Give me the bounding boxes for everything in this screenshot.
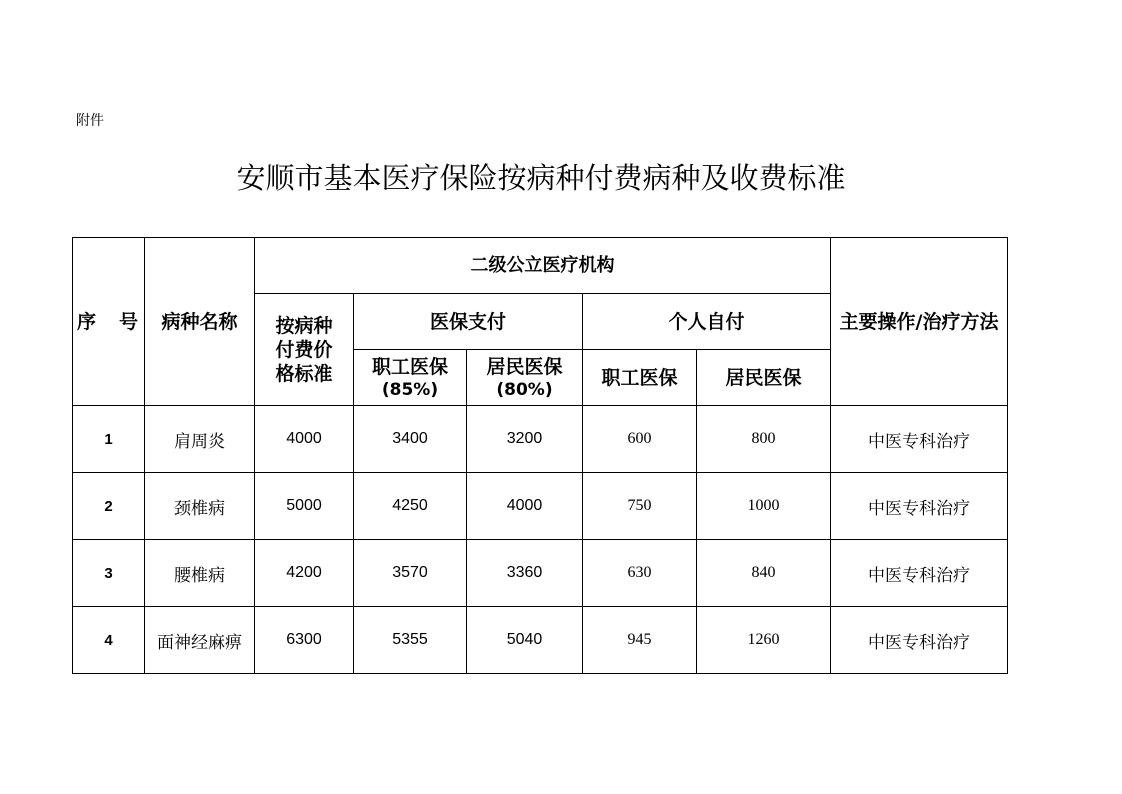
- cell-disease-name: 腰椎病: [145, 540, 255, 607]
- cell-disease-name: 面神经麻痹: [145, 607, 255, 674]
- cell-ins-employee: 3400: [354, 406, 467, 473]
- header-resident-ratio: (80%): [496, 379, 553, 400]
- cell-self-resident: 1260: [697, 607, 831, 674]
- header-seq-char1: 序: [77, 310, 97, 333]
- cell-self-employee: 750: [583, 473, 697, 540]
- header-employee-insurance-label: 职工医保: [371, 355, 448, 378]
- header-main-method: 主要操作/治疗方法: [831, 238, 1008, 406]
- header-seq-char2: 号: [118, 310, 138, 333]
- cell-disease-name: 肩周炎: [145, 406, 255, 473]
- cell-self-resident: 800: [697, 406, 831, 473]
- cell-ins-employee: 3570: [354, 540, 467, 607]
- cell-ins-employee: 4250: [354, 473, 467, 540]
- cell-self-resident: 1000: [697, 473, 831, 540]
- header-self-resident: 居民医保: [697, 350, 831, 406]
- cell-method: 中医专科治疗: [831, 406, 1008, 473]
- cell-ins-resident: 4000: [467, 473, 583, 540]
- header-employee-insurance: [354, 350, 467, 406]
- cell-ins-resident: 3360: [467, 540, 583, 607]
- cell-seq: 3: [73, 540, 145, 607]
- cell-ins-resident: 3200: [467, 406, 583, 473]
- header-institution-group: 二级公立医疗机构: [255, 238, 831, 294]
- cell-seq: 1: [73, 406, 145, 473]
- fee-standard-table: [72, 237, 1008, 674]
- cell-self-resident: 840: [697, 540, 831, 607]
- table-row: [73, 473, 1008, 540]
- header-employee-ratio: (85%): [381, 379, 439, 400]
- header-insurance-payment: 医保支付: [354, 294, 583, 350]
- table-row: [73, 540, 1008, 607]
- cell-price: 4000: [255, 406, 354, 473]
- cell-price: 4200: [255, 540, 354, 607]
- cell-seq: 2: [73, 473, 145, 540]
- table-row: [73, 406, 1008, 473]
- header-self-employee: 职工医保: [583, 350, 697, 406]
- cell-ins-resident: 5040: [467, 607, 583, 674]
- header-price-standard: 按病种付费价格标准: [255, 294, 354, 406]
- cell-self-employee: 945: [583, 607, 697, 674]
- header-self-payment: 个人自付: [583, 294, 831, 350]
- table-row: [73, 607, 1008, 674]
- header-resident-insurance: [467, 350, 583, 406]
- cell-method: 中医专科治疗: [831, 473, 1008, 540]
- document-title: 安顺市基本医疗保险按病种付费病种及收费标准: [236, 161, 846, 195]
- cell-ins-employee: 5355: [354, 607, 467, 674]
- header-disease-name: 病种名称: [145, 238, 255, 406]
- header-resident-insurance-label: 居民医保: [486, 355, 563, 378]
- cell-self-employee: 630: [583, 540, 697, 607]
- attachment-label: 附件: [76, 113, 104, 129]
- cell-method: 中医专科治疗: [831, 540, 1008, 607]
- cell-seq: 4: [73, 607, 145, 674]
- cell-method: 中医专科治疗: [831, 607, 1008, 674]
- cell-price: 6300: [255, 607, 354, 674]
- cell-self-employee: 600: [583, 406, 697, 473]
- cell-disease-name: 颈椎病: [145, 473, 255, 540]
- cell-price: 5000: [255, 473, 354, 540]
- header-seq: [73, 238, 145, 406]
